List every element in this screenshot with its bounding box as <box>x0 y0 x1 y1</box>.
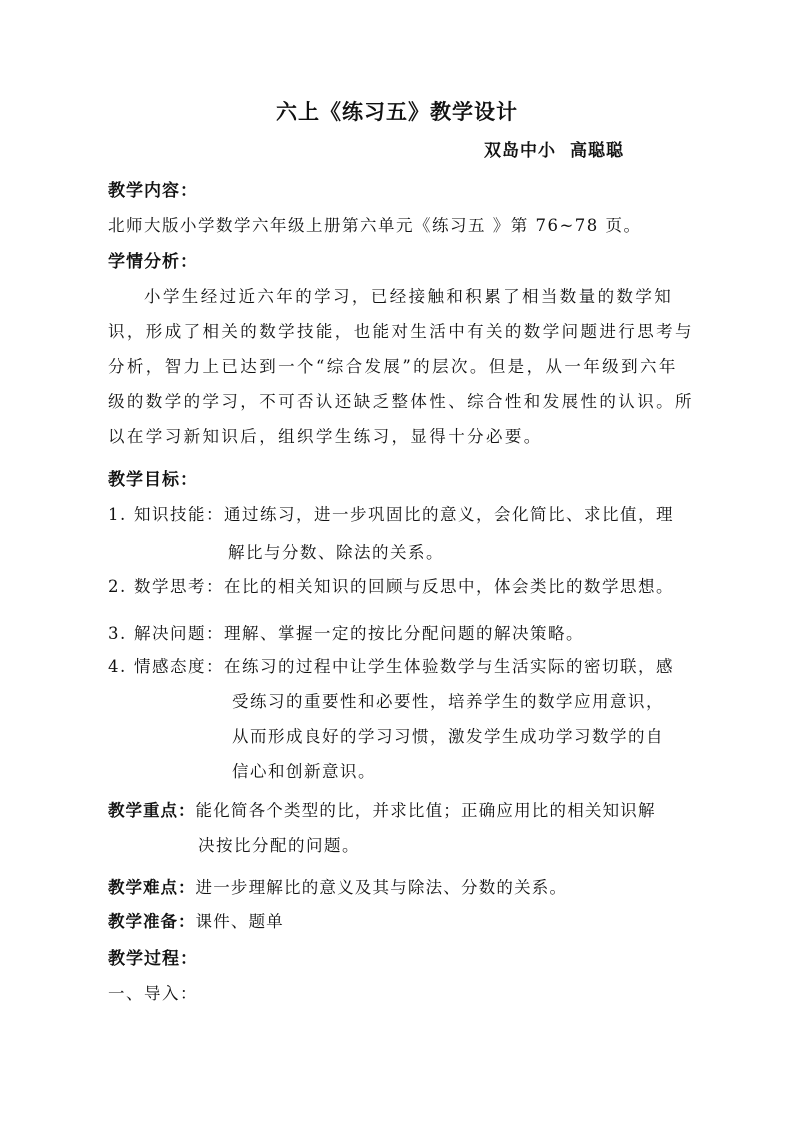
analysis-line: 以在学习新知识后，组织学生练习，显得十分必要。 <box>108 427 543 446</box>
goal-text: 在比的相关知识的回顾与反思中，体会类比的数学思想。 <box>224 577 674 596</box>
goal-text: 理解、掌握一定的按比分配问题的解决策略。 <box>224 624 584 643</box>
goal-label: 解决问题： <box>134 624 224 643</box>
preparation <box>108 908 284 932</box>
author-school: 双岛中小 <box>484 141 556 161</box>
goal-text-continued: 解比与分数、除法的关系。 <box>228 543 444 562</box>
goal-text: 通过练习，进一步巩固比的意义，会化简比、求比值，理 <box>224 505 674 524</box>
analysis-line: 小学生经过近六年的学习，已经接触和积累了相当数量的数学知 <box>144 287 674 306</box>
analysis-paragraph <box>108 279 698 454</box>
goal-text-continued: 信心和创新意识。 <box>232 762 376 781</box>
difficulty-label: 教学难点： <box>108 878 196 897</box>
author-name: 高聪聪 <box>570 141 624 161</box>
goal-text-continued: 从而形成良好的学习习惯，激发学生成功学习数学的自 <box>232 727 664 746</box>
goal-number: 2. <box>108 577 127 596</box>
author-line <box>484 136 624 161</box>
preparation-text: 课件、题单 <box>195 912 284 931</box>
preparation-label: 教学准备： <box>108 912 196 931</box>
goal-number: 1. <box>108 505 127 524</box>
goal-label: 知识技能： <box>134 505 224 524</box>
analysis-line: 分析，智力上已达到一个“综合发展”的层次。但是，从一年级到六年 <box>108 357 678 376</box>
process-heading: 教学过程： <box>108 949 198 969</box>
goal-label: 情感态度： <box>134 657 224 676</box>
goal-number: 3. <box>108 624 127 643</box>
goals-heading: 教学目标： <box>108 470 198 490</box>
goal-text-continued: 受练习的重要性和必要性，培养学生的数学应用意识， <box>232 692 664 711</box>
analysis-heading: 学情分析： <box>108 252 198 272</box>
process-step-1: 一、导入： <box>108 984 198 1003</box>
goal-item-3 <box>108 620 584 644</box>
key-points-text-continued: 决按比分配的问题。 <box>198 836 360 855</box>
goal-item-4 <box>108 653 674 677</box>
difficulty <box>108 874 567 898</box>
document-title: 六上《练习五》教学设计 <box>276 99 518 124</box>
content-heading: 教学内容： <box>108 181 198 201</box>
goal-number: 4. <box>108 657 127 676</box>
key-points <box>108 797 656 821</box>
goal-item-1 <box>108 501 674 525</box>
content-text: 北师大版小学数学六年级上册第六单元《练习五 》第 76~78 页。 <box>108 216 642 235</box>
analysis-line: 识，形成了相关的数学技能，也能对生活中有关的数学问题进行思考与 <box>108 322 694 341</box>
difficulty-text: 进一步理解比的意义及其与除法、分数的关系。 <box>195 878 568 897</box>
analysis-line: 级的数学的学习，不可否认还缺乏整体性、综合性和发展性的认识。所 <box>108 392 694 411</box>
goal-label: 数学思考： <box>134 577 224 596</box>
goal-item-2 <box>108 573 674 597</box>
goal-text: 在练习的过程中让学生体验数学与生活实际的密切联，感 <box>224 657 674 676</box>
key-points-text: 能化简各个类型的比，并求比值；正确应用比的相关知识解 <box>195 801 656 820</box>
key-points-label: 教学重点： <box>108 801 196 820</box>
